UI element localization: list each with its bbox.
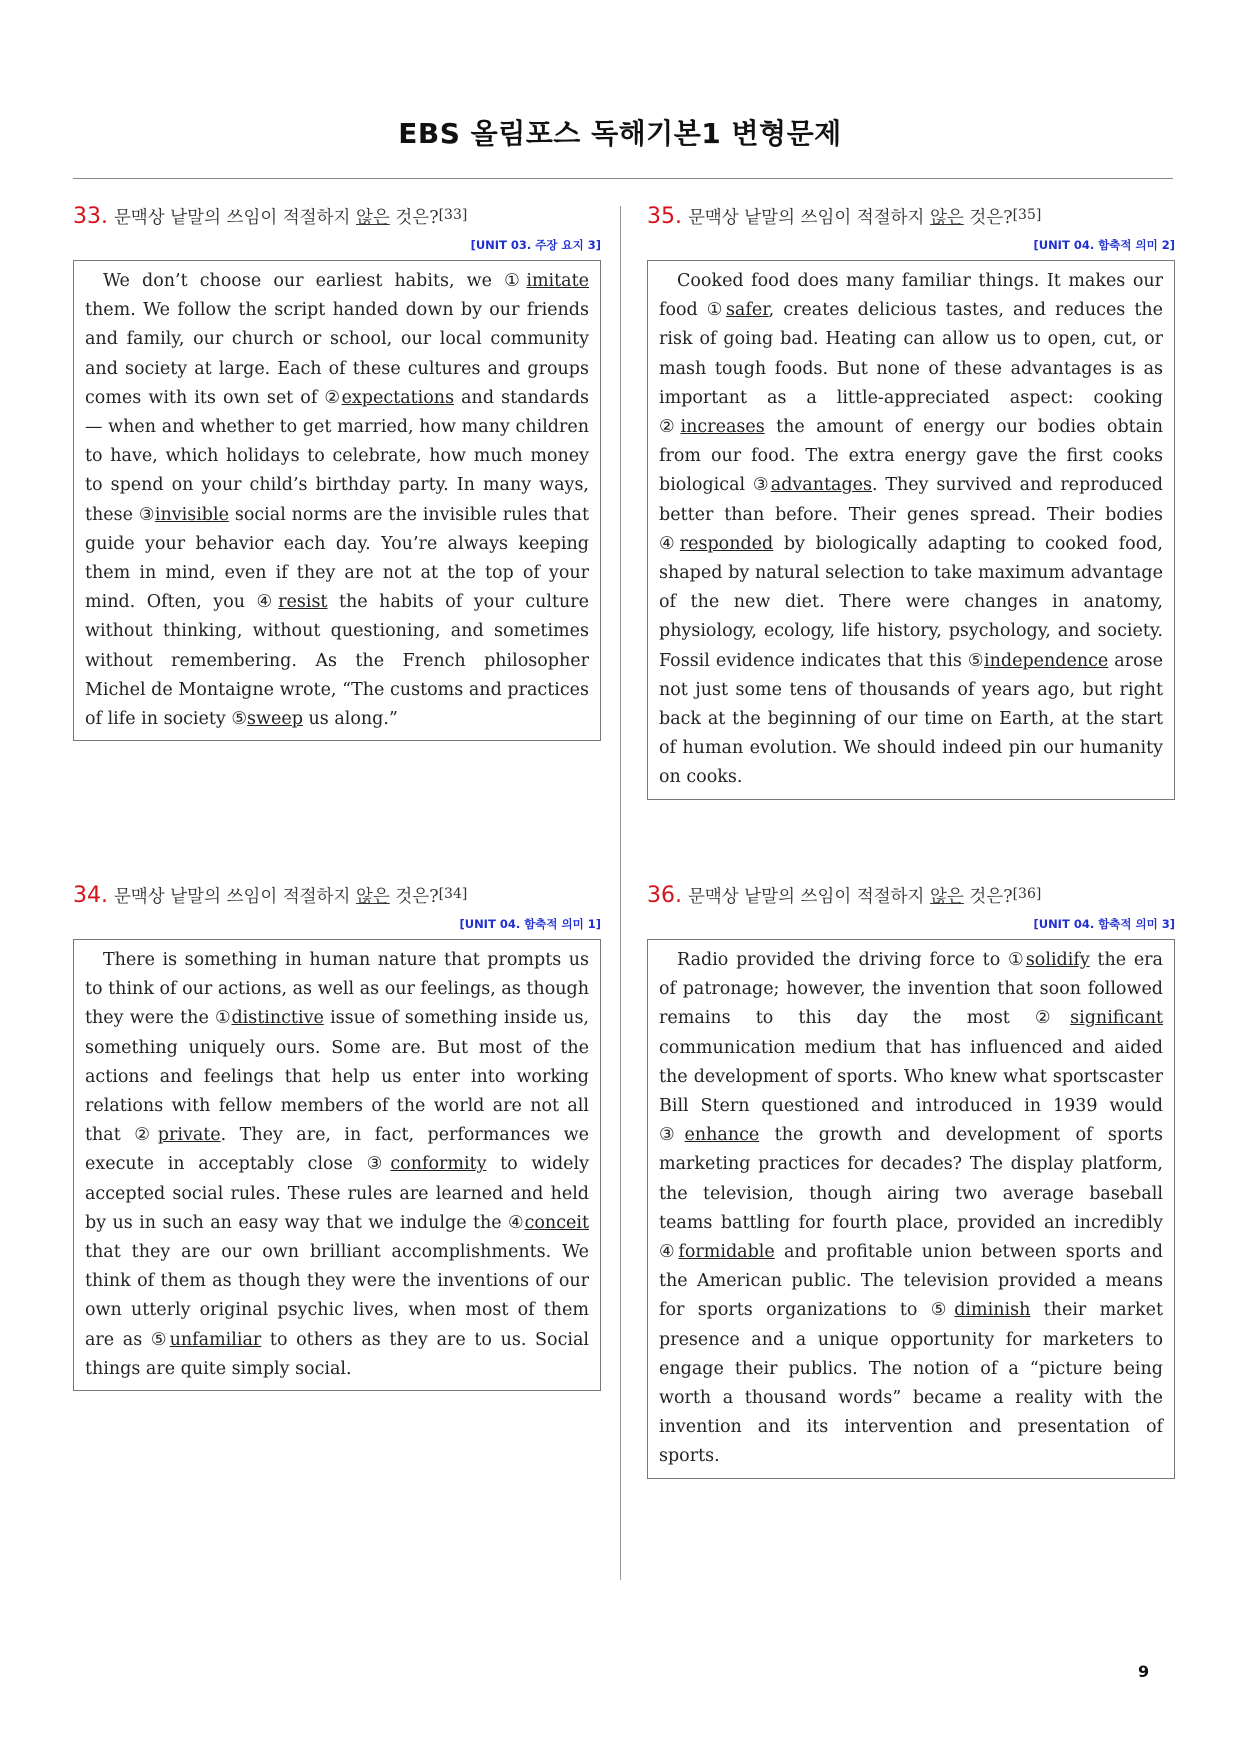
passage-text (659, 946, 1163, 1472)
underlined-word: solidify (1025, 950, 1090, 970)
passage-segment: arose not just some tens of thousands of years ago, but right back at the beginning of our time on Earth, at the start of human evolution. We should indeed pin our humanity on cooks. (659, 650, 1163, 788)
underlined-word: increases (680, 417, 765, 438)
underlined-word: unfamiliar (169, 1329, 262, 1350)
question-prompt-emphasis: 않은 (356, 887, 390, 907)
unit-tag: [UNIT 04. 함축적 의미 3] (1033, 917, 1175, 931)
underlined-word: advantages (770, 475, 873, 496)
question-prompt-end: 것은? (963, 887, 1013, 907)
question-prompt-end: 것은? (963, 208, 1013, 228)
passage-segment: and profitable union between sports and the American public. The television provided a means for sports organizations to ⑤ (659, 1242, 1163, 1321)
underlined-word: safer (725, 300, 769, 321)
question-34 (73, 883, 601, 1391)
unit-tag: [UNIT 04. 함축적 의미 1] (459, 917, 601, 931)
passage-box (73, 260, 601, 741)
question-reference: [34] (438, 886, 468, 902)
question-header (73, 204, 601, 238)
question-prompt: 문맥상 낱말의 쓰임이 적절하지 (114, 887, 357, 907)
question-reference: [35] (1012, 207, 1042, 223)
passage-text (659, 267, 1163, 793)
question-36 (647, 883, 1175, 1479)
question-33 (73, 204, 601, 741)
passage-text (85, 267, 589, 734)
underlined-word: private (157, 1125, 221, 1146)
passage-segment: to others as they are to us. Social things are quite simply social. (85, 1329, 589, 1379)
question-prompt: 문맥상 낱말의 쓰임이 적절하지 (114, 208, 357, 228)
passage-segment: and standards — when and whether to get married, how many children to have, which holidays to celebrate, how much money to spend on your child’s birthday party. In many ways, these ③ (85, 387, 590, 525)
passage-segment: the growth and development of sports marketing practices for decades? The display platform, the television, though airing two average baseball teams battling for fourth place, provided an incredibly ④ (659, 1125, 1163, 1263)
passage-segment: to widely accepted social rules. These rules are learned and held by us in such an easy way that we indulge the ④ (85, 1154, 589, 1233)
underlined-word: imitate (526, 271, 589, 291)
question-header (647, 204, 1175, 238)
page-number: 9 (1138, 1662, 1150, 1681)
passage-box (647, 260, 1175, 800)
passage-segment: the habits of your culture without thinking, without questioning, and sometimes without remembering. As the French philosopher Michel de Montaigne wrote, “The customs and practices of life in society ⑤ (85, 592, 589, 730)
underlined-word: enhance (684, 1125, 760, 1146)
question-reference: [36] (1012, 886, 1042, 902)
underlined-word: diminish (954, 1300, 1031, 1321)
question-header (73, 883, 601, 917)
page-title: EBS 올림포스 독해기본1 변형문제 (398, 117, 842, 150)
question-number: 33. (73, 204, 108, 229)
question-prompt: 문맥상 낱말의 쓰임이 적절하지 (688, 887, 931, 907)
passage-segment: us along.” (302, 709, 398, 730)
passage-segment: Radio provided the driving force to ① (677, 950, 1026, 970)
question-prompt-emphasis: 않은 (930, 887, 964, 907)
passage-box (73, 939, 601, 1391)
question-number: 34. (73, 883, 108, 908)
question-35 (647, 204, 1175, 800)
passage-segment: social norms are the invisible rules that guide your behavior each day. You’re always keeping them in mind, even if they are not at the top of your mind. Often, you ④ (85, 504, 590, 613)
unit-tag: [UNIT 04. 함축적 의미 2] (1033, 238, 1175, 252)
question-prompt-emphasis: 않은 (930, 208, 964, 228)
underlined-word: responded (679, 533, 774, 554)
passage-segment: Cooked food does many familiar things. It makes our food ① (659, 271, 1163, 321)
underlined-word: expectations (341, 387, 455, 408)
passage-segment: the era of patronage; however, the invention that soon followed remains to this day the most ② (659, 950, 1163, 1029)
unit-tag: [UNIT 03. 주장 요지 3] (470, 238, 601, 252)
passage-segment: There is something in human nature that prompts us to think of our actions, as well as our feelings, as though they were the ① (85, 950, 589, 1029)
passage-segment: . They survived and reproduced better than before. Their genes spread. Their bodies ④ (659, 475, 1163, 554)
passage-segment: We don’t choose our earliest habits, we ① (103, 271, 527, 291)
passage-segment: their market presence and a unique opportunity for marketers to engage their publics. The notion of a “picture being worth a thousand words” became a reality with the invention and its intervention and presentation of sports. (659, 1300, 1163, 1467)
passage-segment: the amount of energy our bodies obtain from our food. The extra energy gave the first cooks biological ③ (659, 417, 1163, 496)
underlined-word: invisible (154, 504, 229, 525)
passage-segment: them. We follow the script handed down by our friends and family, our church or school, our local community and society at large. Each of these cultures and groups comes with its own set of ② (85, 300, 589, 408)
underlined-word: resist (278, 592, 328, 613)
underlined-word: conformity (390, 1154, 487, 1175)
question-prompt-end: 것은? (389, 208, 439, 228)
question-prompt-emphasis: 않은 (356, 208, 390, 228)
question-number: 35. (647, 204, 682, 229)
question-reference: [33] (438, 207, 468, 223)
passage-segment: , creates delicious tastes, and reduces the risk of going bad. Heating can allow us to open, cut, or mash tough foods. But none of these advantages is as important as a little-appreciated aspect: cooking ② (659, 300, 1163, 438)
passage-segment: communication medium that has influenced and aided the development of sports. Who knew what sportscaster Bill Stern questioned and introduced in 1939 would ③ (659, 1037, 1163, 1146)
underlined-word: significant (1070, 1008, 1163, 1029)
question-number: 36. (647, 883, 682, 908)
passage-segment: by biologically adapting to cooked food, shaped by natural selection to take maximum advantage of the new diet. There were changes in anatomy, physiology, ecology, life history, psychology, and society. Fossil evidence indicates that this ⑤ (659, 533, 1163, 671)
underlined-word: independence (984, 650, 1109, 671)
passage-box (647, 939, 1175, 1479)
passage-text (85, 946, 589, 1384)
underlined-word: distinctive (231, 1008, 324, 1029)
passage-segment: issue of something inside us, something uniquely ours. Some are. But most of the actions and feelings that help us enter into working relations with fellow members of the world are not all that ② (85, 1008, 589, 1146)
question-prompt-end: 것은? (389, 887, 439, 907)
passage-segment: that they are our own brilliant accomplishments. We think of them as though they were the inventions of our own utterly original psychic lives, when most of them are as ⑤ (85, 1242, 589, 1350)
question-prompt: 문맥상 낱말의 쓰임이 적절하지 (688, 208, 931, 228)
title-divider (73, 178, 1173, 179)
passage-segment: . They are, in fact, performances we execute in acceptably close ③ (85, 1125, 589, 1175)
question-header (647, 883, 1175, 917)
underlined-word: sweep (247, 709, 303, 730)
underlined-word: conceit (524, 1212, 589, 1233)
column-divider (620, 206, 621, 1580)
underlined-word: formidable (678, 1242, 775, 1263)
